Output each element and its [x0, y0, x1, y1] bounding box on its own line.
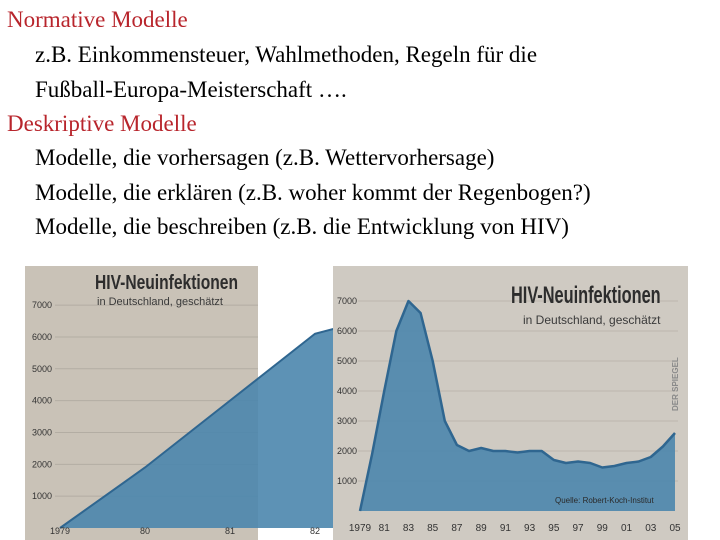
chart1-subtitle: in Deutschland, geschätzt — [97, 296, 223, 308]
x-tick-label: 05 — [669, 523, 681, 534]
x-tick-label: 89 — [475, 523, 487, 534]
x-tick-label: 81 — [224, 526, 236, 536]
x-tick-label: 1979 — [348, 523, 372, 534]
series-area — [360, 301, 675, 511]
y-tick-label: 1000 — [337, 476, 358, 486]
x-tick-label: 99 — [596, 523, 608, 534]
y-tick-label: 3000 — [337, 416, 358, 426]
y-tick-label: 3000 — [32, 427, 53, 438]
y-tick-label: 2000 — [32, 459, 53, 470]
y-tick-label: 6000 — [32, 331, 53, 342]
x-tick-label: 1979 — [49, 526, 71, 536]
normative-examples-line1: z.B. Einkommensteuer, Wahlmethoden, Regeln für die — [35, 42, 538, 67]
descriptive-predict-line: Modelle, die vorhersagen (z.B. Wettervorhersage) — [35, 145, 495, 170]
y-tick-label: 5000 — [32, 363, 53, 374]
x-tick-label: 87 — [451, 523, 463, 534]
x-tick-label: 95 — [548, 523, 560, 534]
x-tick-label: 91 — [499, 523, 511, 534]
chart1-title: HIV-Neuinfektionen — [95, 272, 239, 294]
normative-examples-line2: Fußball-Europa-Meisterschaft …. — [35, 77, 347, 102]
x-tick-label: 83 — [402, 523, 415, 534]
x-tick-label: 03 — [645, 523, 657, 534]
y-tick-label: 2000 — [337, 446, 358, 456]
chart2-source: Quelle: Robert-Koch-Institut — [555, 496, 654, 505]
x-tick-label: 01 — [620, 523, 633, 534]
descriptive-describe-line: Modelle, die beschreiben (z.B. die Entwicklung von HIV) — [35, 214, 569, 239]
x-tick-label: 85 — [427, 523, 439, 534]
hiv-chart-cropped — [25, 266, 321, 540]
y-tick-label: 7000 — [32, 300, 53, 311]
y-tick-label: 6000 — [337, 326, 358, 336]
x-tick-label: 93 — [524, 523, 536, 534]
chart2-title: HIV-Neuinfektionen — [511, 282, 661, 309]
heading-normative: Normative Modelle — [7, 7, 188, 32]
hiv-chart — [333, 266, 688, 540]
y-tick-label: 7000 — [337, 296, 358, 306]
y-tick-label: 4000 — [337, 386, 358, 396]
descriptive-explain-line: Modelle, die erklären (z.B. woher kommt der Regenbogen?) — [35, 180, 591, 205]
heading-descriptive: Deskriptive Modelle — [7, 111, 197, 136]
x-tick-label: 80 — [139, 526, 151, 536]
y-tick-label: 4000 — [32, 395, 53, 406]
x-tick-label: 81 — [378, 523, 390, 534]
x-tick-label: 82 — [309, 526, 321, 536]
spiegel-logo: DER SPIEGEL — [671, 357, 680, 411]
chart2-subtitle: in Deutschland, geschätzt — [523, 313, 661, 327]
y-tick-label: 5000 — [337, 356, 358, 366]
x-tick-label: 97 — [572, 523, 584, 534]
y-tick-label: 1000 — [32, 491, 53, 502]
